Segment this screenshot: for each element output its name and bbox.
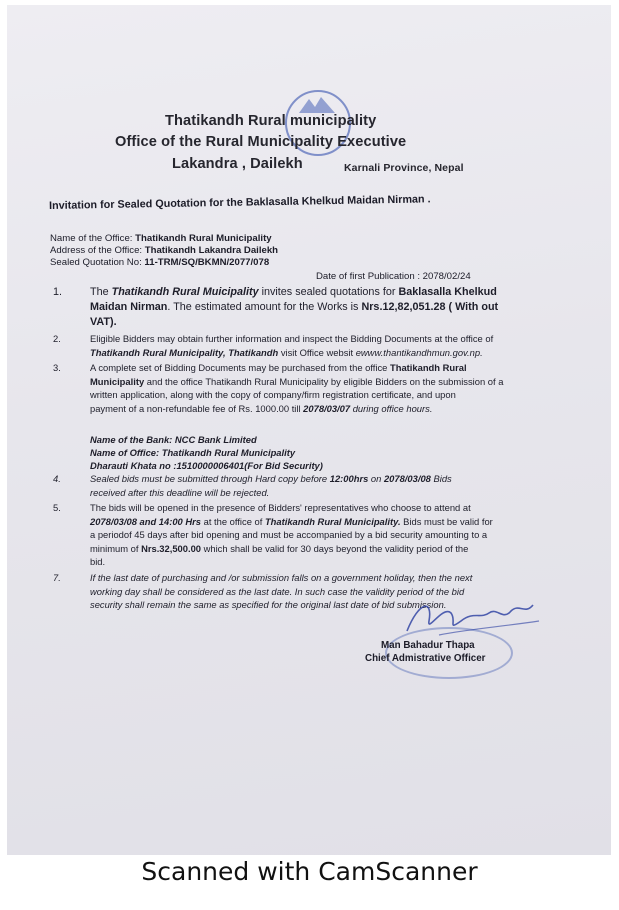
header-line-1: Thatikandh Rural municipality (165, 113, 377, 129)
text: Sealed bids must be submitted through Hard copy before (90, 473, 330, 484)
clause-1 (53, 285, 499, 330)
text: written application, along with the copy of company/firm registration certificate, and upon (90, 389, 456, 400)
clause-number: 7. (53, 572, 61, 583)
text: Thatikandh Rural Municipality, Thatikandh (90, 346, 279, 358)
clause-number: 1. (53, 286, 63, 298)
header-line-2: Office of the Rural Municipality Executive (115, 134, 407, 150)
text: VAT). (90, 316, 117, 328)
text: Maidan Nirman (90, 301, 168, 313)
office-name-label: Name of the Office: (50, 233, 133, 244)
header-line-3: Lakandra , Dailekh (172, 156, 303, 172)
quotation-number-label: Sealed Quotation No: (50, 257, 142, 268)
office-address-value: Thatikandh Lakandra Dailekh (144, 245, 279, 256)
signatory-designation: Chief Admistrative Officer (365, 653, 486, 664)
text: The (90, 286, 112, 298)
clause-2 (53, 332, 494, 359)
text: 2078/03/07 (303, 402, 351, 414)
bank-account: Dharauti Khata no :1510000006401(For Bid Security) (90, 460, 323, 471)
text: Thatikandh Rural (390, 362, 467, 373)
clause-number: 3. (53, 362, 61, 373)
text: Bids must be valid for (400, 515, 493, 527)
clause-5 (53, 501, 493, 569)
quotation-number-value: 11-TRM/SQ/BKMN/2077/078 (144, 257, 270, 268)
scanner-watermark: Scanned with CamScanner (141, 857, 478, 886)
text: Thatikandh Rural Muicipality (111, 286, 259, 298)
text: invites sealed quotations for (258, 286, 399, 298)
text: during office hours. (350, 402, 433, 414)
bank-office: Name of Office: Thatikandh Rural Municipality (90, 447, 296, 458)
text: ewww.thantikandhmun.gov.np. (355, 346, 483, 358)
text: Baklasalla Khelkud (398, 286, 497, 298)
text: received after this deadline will be rejected. (90, 486, 270, 498)
text: 12:00hrs (329, 473, 369, 484)
text: 2078/03/08 and 14:00 Hrs (90, 515, 202, 527)
text: visit Office websit (278, 346, 356, 358)
publication-date: Date of first Publication : 2078/02/24 (316, 271, 471, 282)
text: Nrs.32,500.00 (141, 542, 202, 554)
office-name-value: Thatikandh Rural Municipality (135, 233, 272, 244)
office-address-row (50, 245, 278, 257)
bank-details (90, 433, 323, 472)
text: security shall remain the same as specified for the original last date of bid submission. (90, 599, 447, 610)
text: bid. (90, 556, 106, 567)
signatory-name: Man Bahadur Thapa (381, 640, 475, 651)
clause-number: 4. (53, 473, 61, 484)
text: If the last date of purchasing and /or submission falls on a government holiday, then the next (90, 572, 473, 583)
text: The bids will be opened in the presence of Bidders' representatives who choose to attend at (90, 502, 471, 513)
clause-number: 2. (53, 333, 61, 344)
text: Thatikandh Rural Municipality. (264, 515, 401, 527)
seal-emblem-icon (297, 93, 337, 115)
text: . The estimated amount for the Works is (167, 301, 362, 313)
clause-3 (53, 361, 504, 415)
text: working day shall be considered as the last date. In such case the validity period of the bid (90, 585, 465, 597)
scanned-document (7, 5, 611, 855)
text: which shall be valid for 30 days beyond the validity period of the (201, 542, 469, 554)
text: a periodof 45 days after bid opening and must be accompanied by a bid security amounting to a (90, 529, 488, 540)
text: and the office Thatikandh Rural Municipality by eligible Bidders on the submission of a (144, 375, 504, 387)
text: 2078/03/08 (383, 473, 431, 484)
bank-name: Name of the Bank: NCC Bank Limited (90, 434, 257, 445)
text: Eligible Bidders may obtain further information and inspect the Bidding Documents at the office of (90, 333, 494, 344)
office-name-row (50, 233, 272, 245)
office-address-label: Address of the Office: (50, 245, 143, 256)
text: A complete set of Bidding Documents may be purchased from the office (90, 362, 390, 373)
header-province: Karnali Province, Nepal (344, 162, 464, 174)
text: Bids (430, 473, 452, 484)
invitation-title: Invitation for Sealed Quotation for the Baklasalla Khelkud Maidan Nirman . (49, 193, 431, 212)
text: payment of a non-refundable fee of Rs. 1000.00 till (90, 402, 304, 414)
clause-number: 5. (53, 502, 61, 513)
text: Nrs.12,82,051.28 ( With out (361, 301, 499, 313)
clause-4 (53, 472, 452, 499)
text: minimum of (90, 542, 142, 554)
text: on (368, 473, 384, 484)
text: at the office of (201, 515, 265, 527)
text: Municipality (90, 375, 145, 387)
quotation-number-row (50, 257, 269, 269)
